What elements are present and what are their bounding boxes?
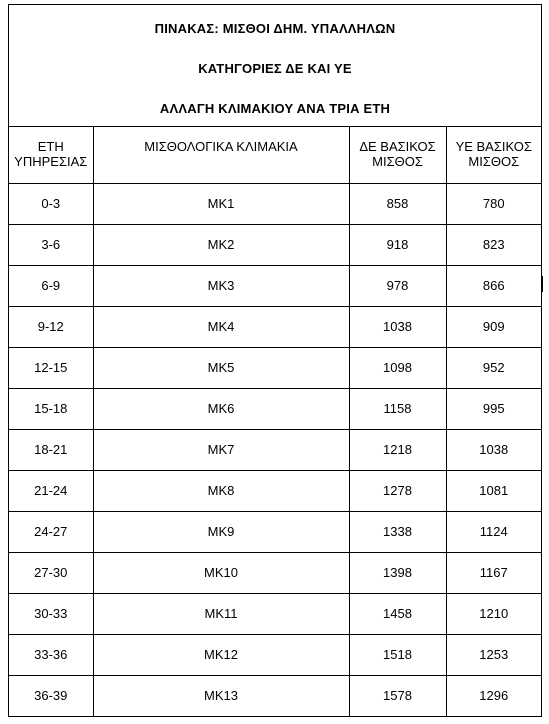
- header-grades: [93, 127, 349, 183]
- header-row: [9, 127, 541, 183]
- cell-years: 3-6: [9, 224, 93, 265]
- cell-years: 0-3: [9, 183, 93, 224]
- table-row: [9, 306, 541, 347]
- cell-grade: MK6: [93, 388, 349, 429]
- cell-grade: MK4: [93, 306, 349, 347]
- table-body: [9, 183, 541, 716]
- cell-ye-salary: 1167: [446, 552, 541, 593]
- table-row: [9, 675, 541, 716]
- cell-grade: MK1: [93, 183, 349, 224]
- header-years-line2: ΥΠΗΡΕΣΙΑΣ: [14, 154, 88, 169]
- cell-ye-salary: 995: [446, 388, 541, 429]
- title-block: [9, 5, 541, 127]
- cell-de-salary: 1218: [349, 429, 446, 470]
- cell-de-salary: 1518: [349, 634, 446, 675]
- salary-table-document: [8, 4, 542, 717]
- table-row: [9, 347, 541, 388]
- cell-de-salary: 918: [349, 224, 446, 265]
- cell-years: 6-9: [9, 265, 93, 306]
- cell-years: 21-24: [9, 470, 93, 511]
- header-de-line1: ΔΕ ΒΑΣΙΚΟΣ: [359, 139, 436, 154]
- header-years: [9, 127, 93, 183]
- cell-de-salary: 1278: [349, 470, 446, 511]
- cell-grade: MK5: [93, 347, 349, 388]
- header-de-line2: ΜΙΣΘΟΣ: [372, 154, 423, 169]
- cell-grade: MK11: [93, 593, 349, 634]
- table-row: [9, 552, 541, 593]
- cell-de-salary: 1338: [349, 511, 446, 552]
- cell-ye-salary: 952: [446, 347, 541, 388]
- table-row: [9, 183, 541, 224]
- cell-grade: MK2: [93, 224, 349, 265]
- cell-grade: MK3: [93, 265, 349, 306]
- table-row: [9, 265, 541, 306]
- cell-grade: MK12: [93, 634, 349, 675]
- cell-years: 27-30: [9, 552, 93, 593]
- title-line-1: ΠΙΝΑΚΑΣ: ΜΙΣΘΟΙ ΔΗΜ. ΥΠΑΛΛΗΛΩΝ: [154, 21, 396, 36]
- table-row: [9, 634, 541, 675]
- title-line-3: ΑΛΛΑΓΗ ΚΛΙΜΑΚΙΟΥ ΑΝΑ ΤΡΙΑ ΕΤΗ: [159, 101, 391, 116]
- cell-de-salary: 1458: [349, 593, 446, 634]
- cell-years: 30-33: [9, 593, 93, 634]
- cell-ye-salary: 780: [446, 183, 541, 224]
- cell-de-salary: 1398: [349, 552, 446, 593]
- cell-ye-salary: 1081: [446, 470, 541, 511]
- cell-years: 33-36: [9, 634, 93, 675]
- cell-ye-salary: 1253: [446, 634, 541, 675]
- cell-ye-salary: 1038: [446, 429, 541, 470]
- cell-years: 15-18: [9, 388, 93, 429]
- table-row: [9, 388, 541, 429]
- header-years-line1: ΕΤΗ: [37, 139, 64, 154]
- cell-de-salary: 1038: [349, 306, 446, 347]
- cell-years: 18-21: [9, 429, 93, 470]
- cell-ye-salary: 1296: [446, 675, 541, 716]
- cell-years: 9-12: [9, 306, 93, 347]
- cell-de-salary: 1158: [349, 388, 446, 429]
- table-row: [9, 429, 541, 470]
- table-row: [9, 511, 541, 552]
- cell-grade: MK8: [93, 470, 349, 511]
- header-ye-salary: [446, 127, 541, 183]
- header-de-salary: [349, 127, 446, 183]
- salary-table: [9, 127, 541, 716]
- edge-mark: [542, 276, 543, 292]
- title-line-2: ΚΑΤΗΓΟΡΙΕΣ ΔΕ ΚΑΙ ΥΕ: [198, 61, 352, 76]
- cell-grade: MK13: [93, 675, 349, 716]
- cell-de-salary: 1578: [349, 675, 446, 716]
- cell-grade: MK9: [93, 511, 349, 552]
- header-ye-line2: ΜΙΣΘΟΣ: [468, 154, 520, 169]
- cell-ye-salary: 1210: [446, 593, 541, 634]
- cell-ye-salary: 909: [446, 306, 541, 347]
- cell-years: 36-39: [9, 675, 93, 716]
- header-ye-line1: ΥΕ ΒΑΣΙΚΟΣ: [455, 139, 532, 154]
- cell-grade: MK7: [93, 429, 349, 470]
- cell-de-salary: 1098: [349, 347, 446, 388]
- cell-de-salary: 858: [349, 183, 446, 224]
- cell-grade: MK10: [93, 552, 349, 593]
- header-grades-label: ΜΙΣΘΟΛΟΓΙΚΑ ΚΛΙΜΑΚΙΑ: [144, 139, 298, 154]
- cell-de-salary: 978: [349, 265, 446, 306]
- table-row: [9, 470, 541, 511]
- cell-years: 24-27: [9, 511, 93, 552]
- cell-ye-salary: 823: [446, 224, 541, 265]
- table-row: [9, 224, 541, 265]
- cell-years: 12-15: [9, 347, 93, 388]
- cell-ye-salary: 1124: [446, 511, 541, 552]
- table-row: [9, 593, 541, 634]
- cell-ye-salary: 866: [446, 265, 541, 306]
